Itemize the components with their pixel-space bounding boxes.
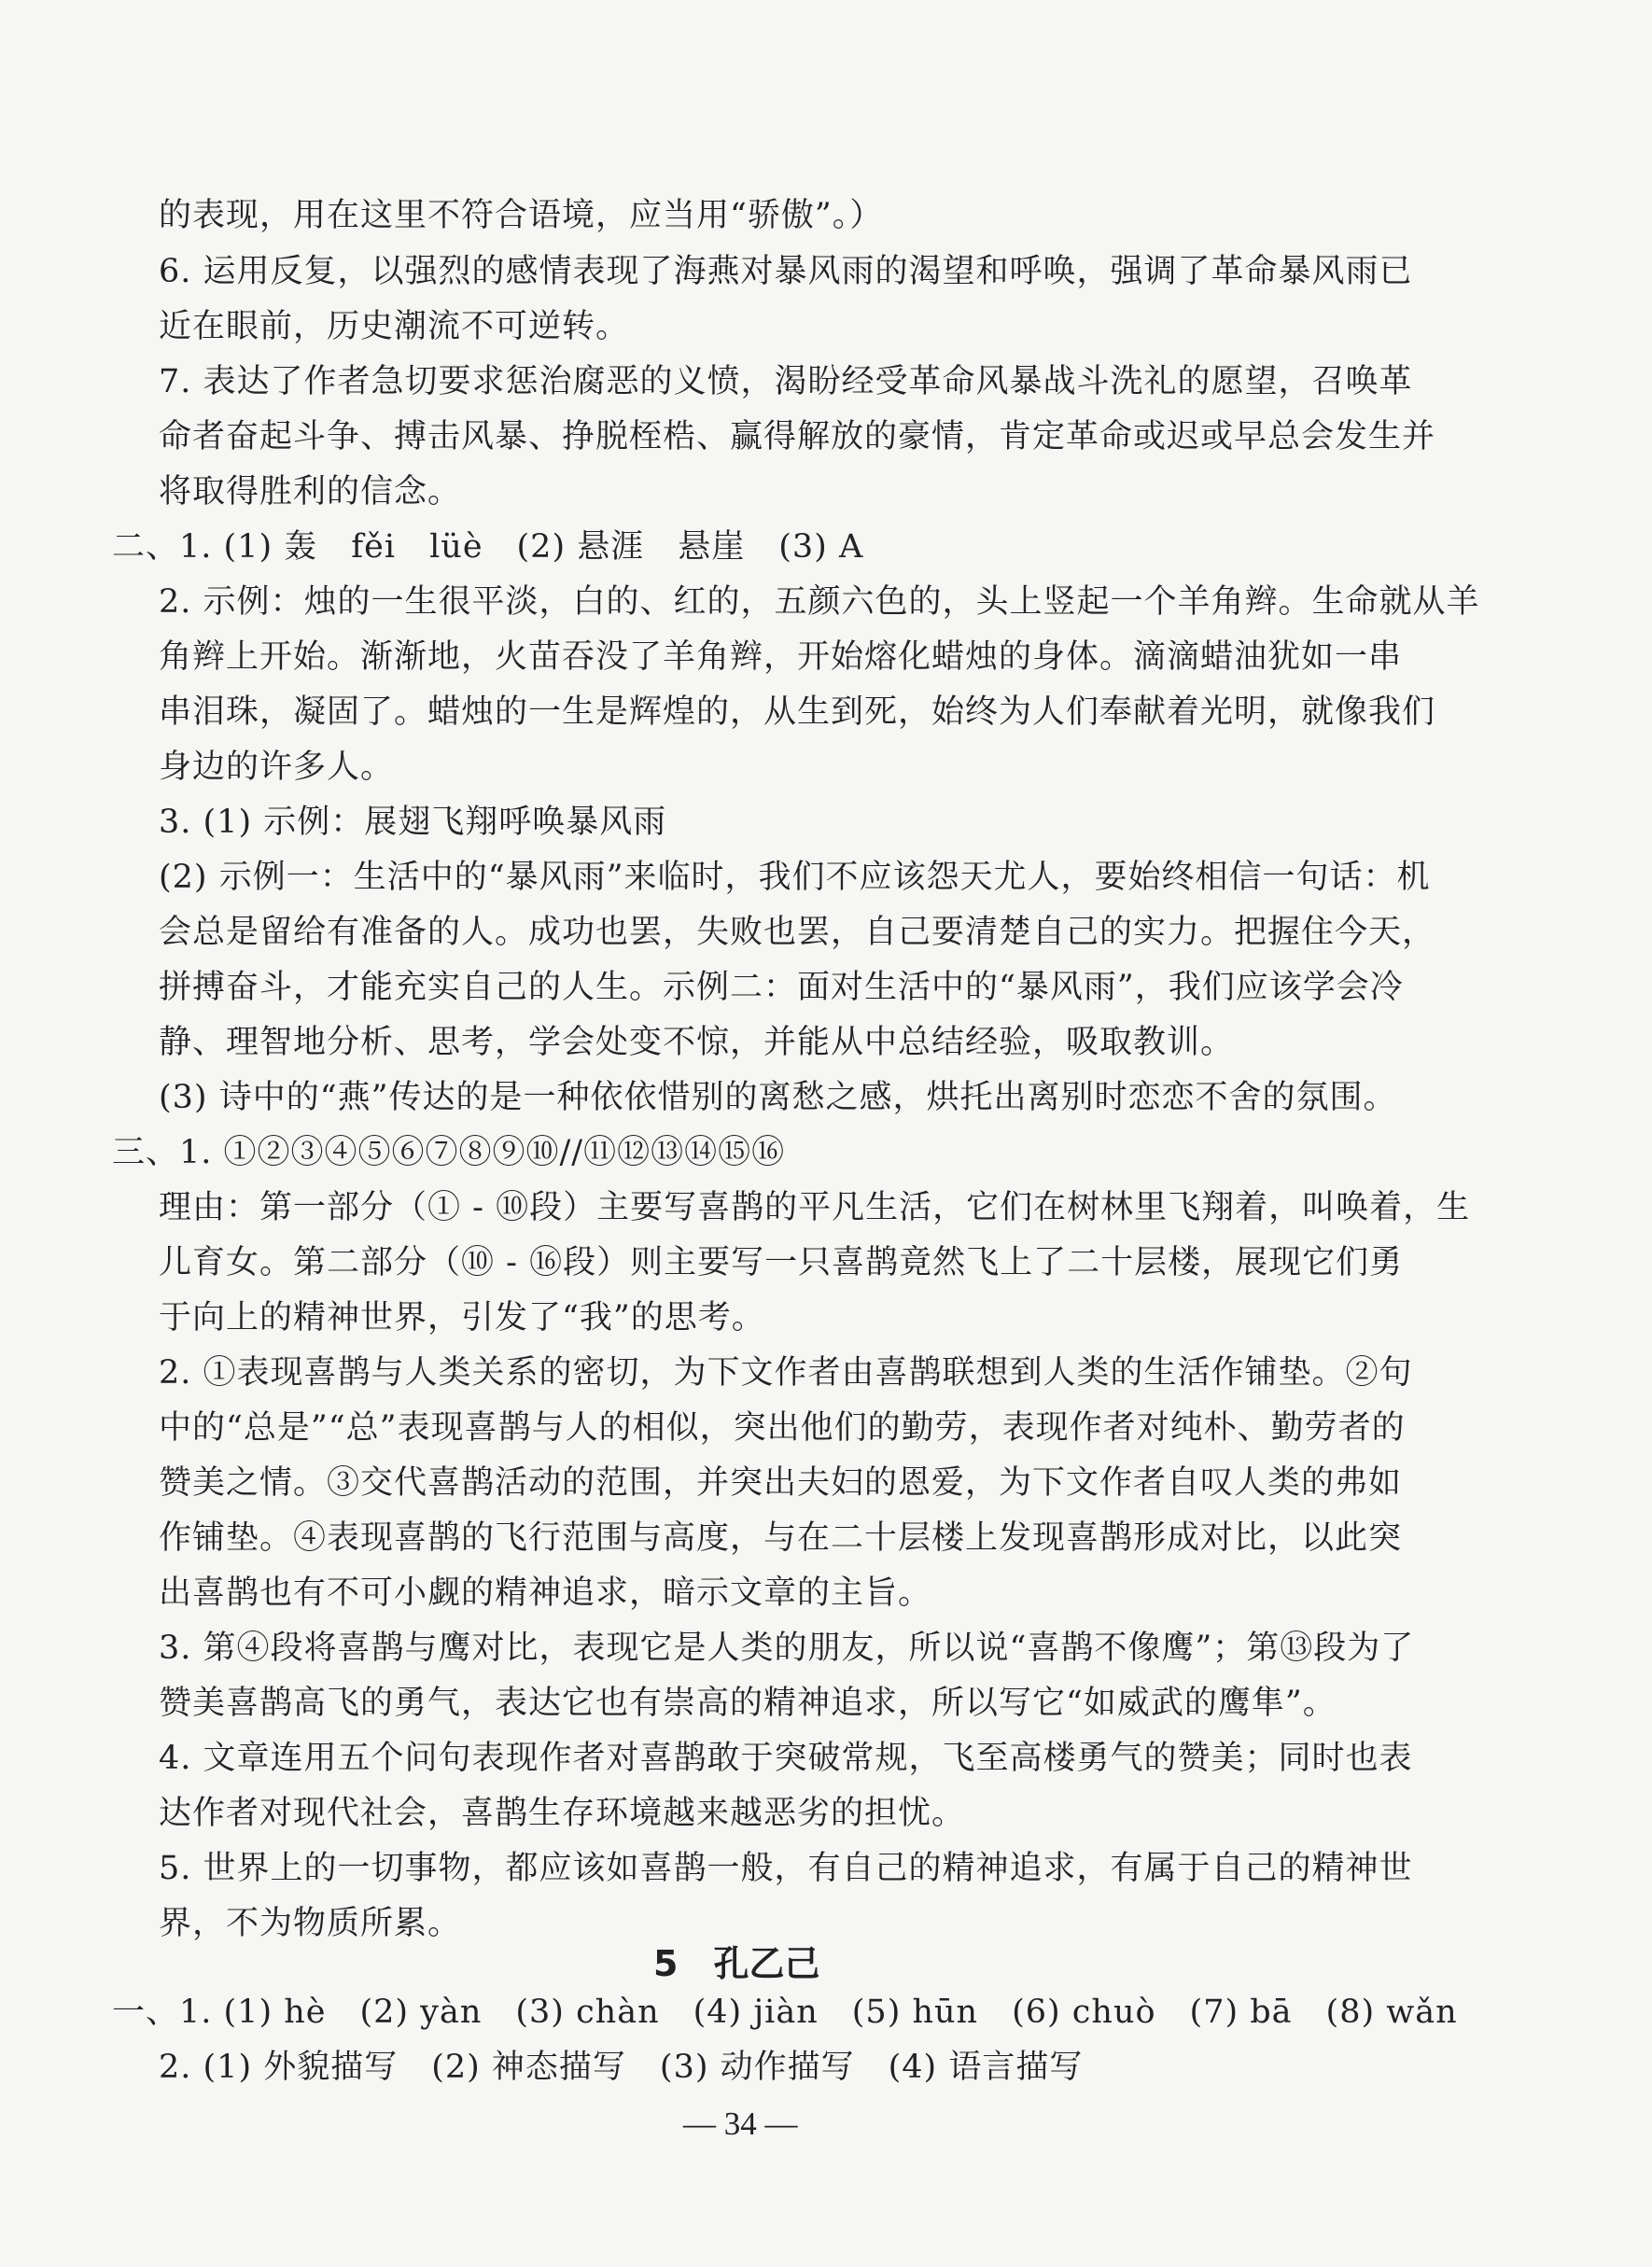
text-line: 儿育女。第二部分（⑩ - ⑯段）则主要写一只喜鹊竟然飞上了二十层楼，展现它们勇 [159, 1244, 1404, 1281]
text-line: 理由：第一部分（① - ⑩段）主要写喜鹊的平凡生活，它们在树林里飞翔着，叫唤着，生 [159, 1189, 1471, 1226]
text-line: 2. ①表现喜鹊与人类关系的密切，为下文作者由喜鹊联想到人类的生活作铺垫。②句 [159, 1354, 1413, 1392]
text-line: 静、理智地分析、思考，学会处变不惊，并能从中总结经验，吸取教训。 [159, 1024, 1235, 1061]
text-line: 2. (1) 外貌描写 (2) 神态描写 (3) 动作描写 (4) 语言描写 [159, 2049, 1084, 2086]
text-line: 赞美喜鹊高飞的勇气，表达它也有崇高的精神追求，所以写它“如威武的鹰隼”。 [159, 1685, 1337, 1722]
text-line: 身边的许多人。 [159, 749, 395, 786]
text-line: 将取得胜利的信念。 [159, 473, 462, 511]
text-line: 角辫上开始。渐渐地，火苗吞没了羊角辫，开始熔化蜡烛的身体。滴滴蜡油犹如一串 [159, 638, 1403, 676]
text-line: 串泪珠，凝固了。蜡烛的一生是辉煌的，从生到死，始终为人们奉献着光明，就像我们 [159, 693, 1436, 731]
text-line: 于向上的精神世界，引发了“我”的思考。 [159, 1299, 765, 1336]
text-line: 三、1. ①②③④⑤⑥⑦⑧⑨⑩//⑪⑫⑬⑭⑮⑯ [112, 1134, 786, 1171]
text-line: 会总是留给有准备的人。成功也罢，失败也罢，自己要清楚自己的实力。把握住今天， [159, 914, 1436, 951]
section-heading: 5 孔乙己 [653, 1943, 820, 1984]
text-line: 7. 表达了作者急切要求惩治腐恶的义愤，渴盼经受革命风暴战斗洗礼的愿望，召唤革 [159, 363, 1413, 400]
text-line: 界，不为物质所累。 [159, 1905, 462, 1942]
text-line: 一、1. (1) hè (2) yàn (3) chàn (4) jiàn (5) hūn (6) chuò (7) bā (8) wǎn [112, 1994, 1458, 2031]
text-line: 出喜鹊也有不可小觑的精神追求，暗示文章的主旨。 [159, 1574, 932, 1612]
page-number: — 34 — [683, 2106, 798, 2142]
text-line: 近在眼前，历史潮流不可逆转。 [159, 308, 630, 345]
text-line: (3) 诗中的“燕”传达的是一种依依惜别的离愁之感，烘托出离别时恋恋不舍的氛围。 [159, 1079, 1397, 1116]
text-line: 拼搏奋斗，才能充实自己的人生。示例二：面对生活中的“暴风雨”，我们应该学会冷 [159, 969, 1404, 1006]
text-line: 3. (1) 示例：展翅飞翔呼唤暴风雨 [159, 804, 667, 841]
text-line: 5. 世界上的一切事物，都应该如喜鹊一般，有自己的精神追求，有属于自己的精神世 [159, 1850, 1413, 1887]
text-line: 二、1. (1) 轰 fěi lüè (2) 悬涯 悬崖 (3) A [112, 528, 864, 566]
text-line: 命者奋起斗争、搏击风暴、挣脱桎梏、赢得解放的豪情，肯定革命或迟或早总会发生并 [159, 418, 1436, 455]
text-line: 达作者对现代社会，喜鹊生存环境越来越恶劣的担忧。 [159, 1795, 966, 1832]
text-line: 中的“总是”“总”表现喜鹊与人的相似，突出他们的勤劳，表现作者对纯朴、勤劳者的 [159, 1409, 1406, 1447]
text-line: 2. 示例：烛的一生很平淡，白的、红的，五颜六色的，头上竖起一个羊角辫。生命就从羊 [159, 583, 1480, 621]
text-line: 6. 运用反复，以强烈的感情表现了海燕对暴风雨的渴望和呼唤，强调了革命暴风雨已 [159, 253, 1413, 290]
text-line: 作铺垫。④表现喜鹊的飞行范围与高度，与在二十层楼上发现喜鹊形成对比，以此突 [159, 1519, 1403, 1557]
text-line: 的表现，用在这里不符合语境，应当用“骄傲”。） [159, 197, 884, 234]
text-line: 赞美之情。③交代喜鹊活动的范围，并突出夫妇的恩爱，为下文作者自叹人类的弗如 [159, 1464, 1403, 1502]
text-line: (2) 示例一：生活中的“暴风雨”来临时，我们不应该怨天尤人，要始终相信一句话：机 [159, 859, 1431, 896]
text-line: 4. 文章连用五个问句表现作者对喜鹊敢于突破常规，飞至高楼勇气的赞美；同时也表 [159, 1740, 1413, 1777]
text-line: 3. 第④段将喜鹊与鹰对比，表现它是人类的朋友，所以说“喜鹊不像鹰”；第⑬段为了 [159, 1630, 1415, 1667]
